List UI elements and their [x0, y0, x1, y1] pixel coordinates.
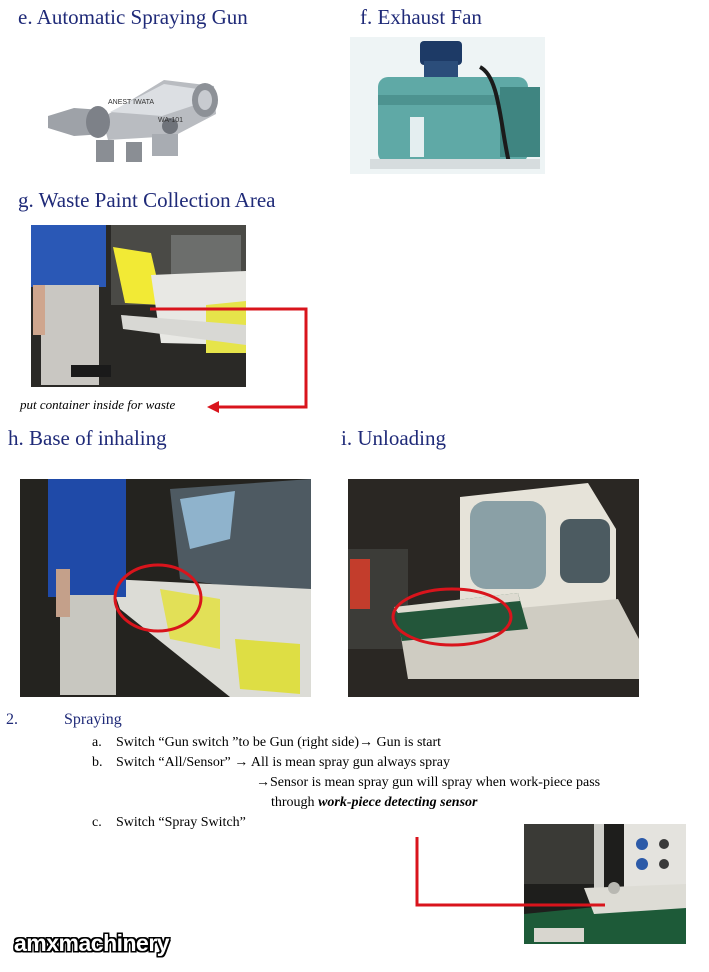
heading-spraying-gun: e. Automatic Spraying Gun [18, 5, 248, 29]
arrow-head-icon [207, 401, 219, 413]
section-number: 2. [6, 711, 18, 728]
spraying-gun-photo [44, 56, 224, 172]
step-a [92, 735, 441, 751]
sensor-emphasis: work-piece detecting sensor [318, 795, 478, 810]
step-label: c. [92, 815, 102, 830]
gun-model-label: WA-101 [158, 117, 184, 124]
gun-brand-label: ANEST IWATA [108, 99, 155, 106]
waste-paint-photo [31, 225, 246, 387]
step-text: Switch “All/Sensor” → All is mean spray gun always spray [116, 755, 451, 770]
waste-caption: put container inside for waste [20, 397, 176, 412]
heading-unloading: i. Unloading [341, 426, 446, 450]
heading-exhaust-fan: f. Exhaust Fan [360, 5, 482, 29]
step-label: b. [92, 755, 103, 770]
unloading-photo [348, 479, 639, 697]
heading-base-inhaling: h. Base of inhaling [8, 426, 167, 450]
watermark-logo: amxmachinery [14, 930, 170, 956]
base-inhaling-photo [20, 479, 311, 697]
step-text: Switch “Spray Switch” [116, 815, 246, 830]
exhaust-fan-photo [350, 37, 545, 174]
step-b-sensor-line-1: →Sensor is mean spray gun will spray when work-piece pass [256, 775, 601, 790]
step-label: a. [92, 735, 102, 750]
sensor-line-prefix: through [271, 795, 319, 810]
section-title: Spraying [64, 711, 122, 728]
step-b [92, 755, 450, 771]
spray-switch-photo [524, 824, 686, 944]
step-text: Switch “Gun switch ”to be Gun (right side)→ Gun is start [116, 735, 442, 750]
step-c [92, 815, 246, 831]
step-b-sensor-line-2 [271, 795, 477, 811]
heading-waste-paint-area: g. Waste Paint Collection Area [18, 188, 276, 212]
